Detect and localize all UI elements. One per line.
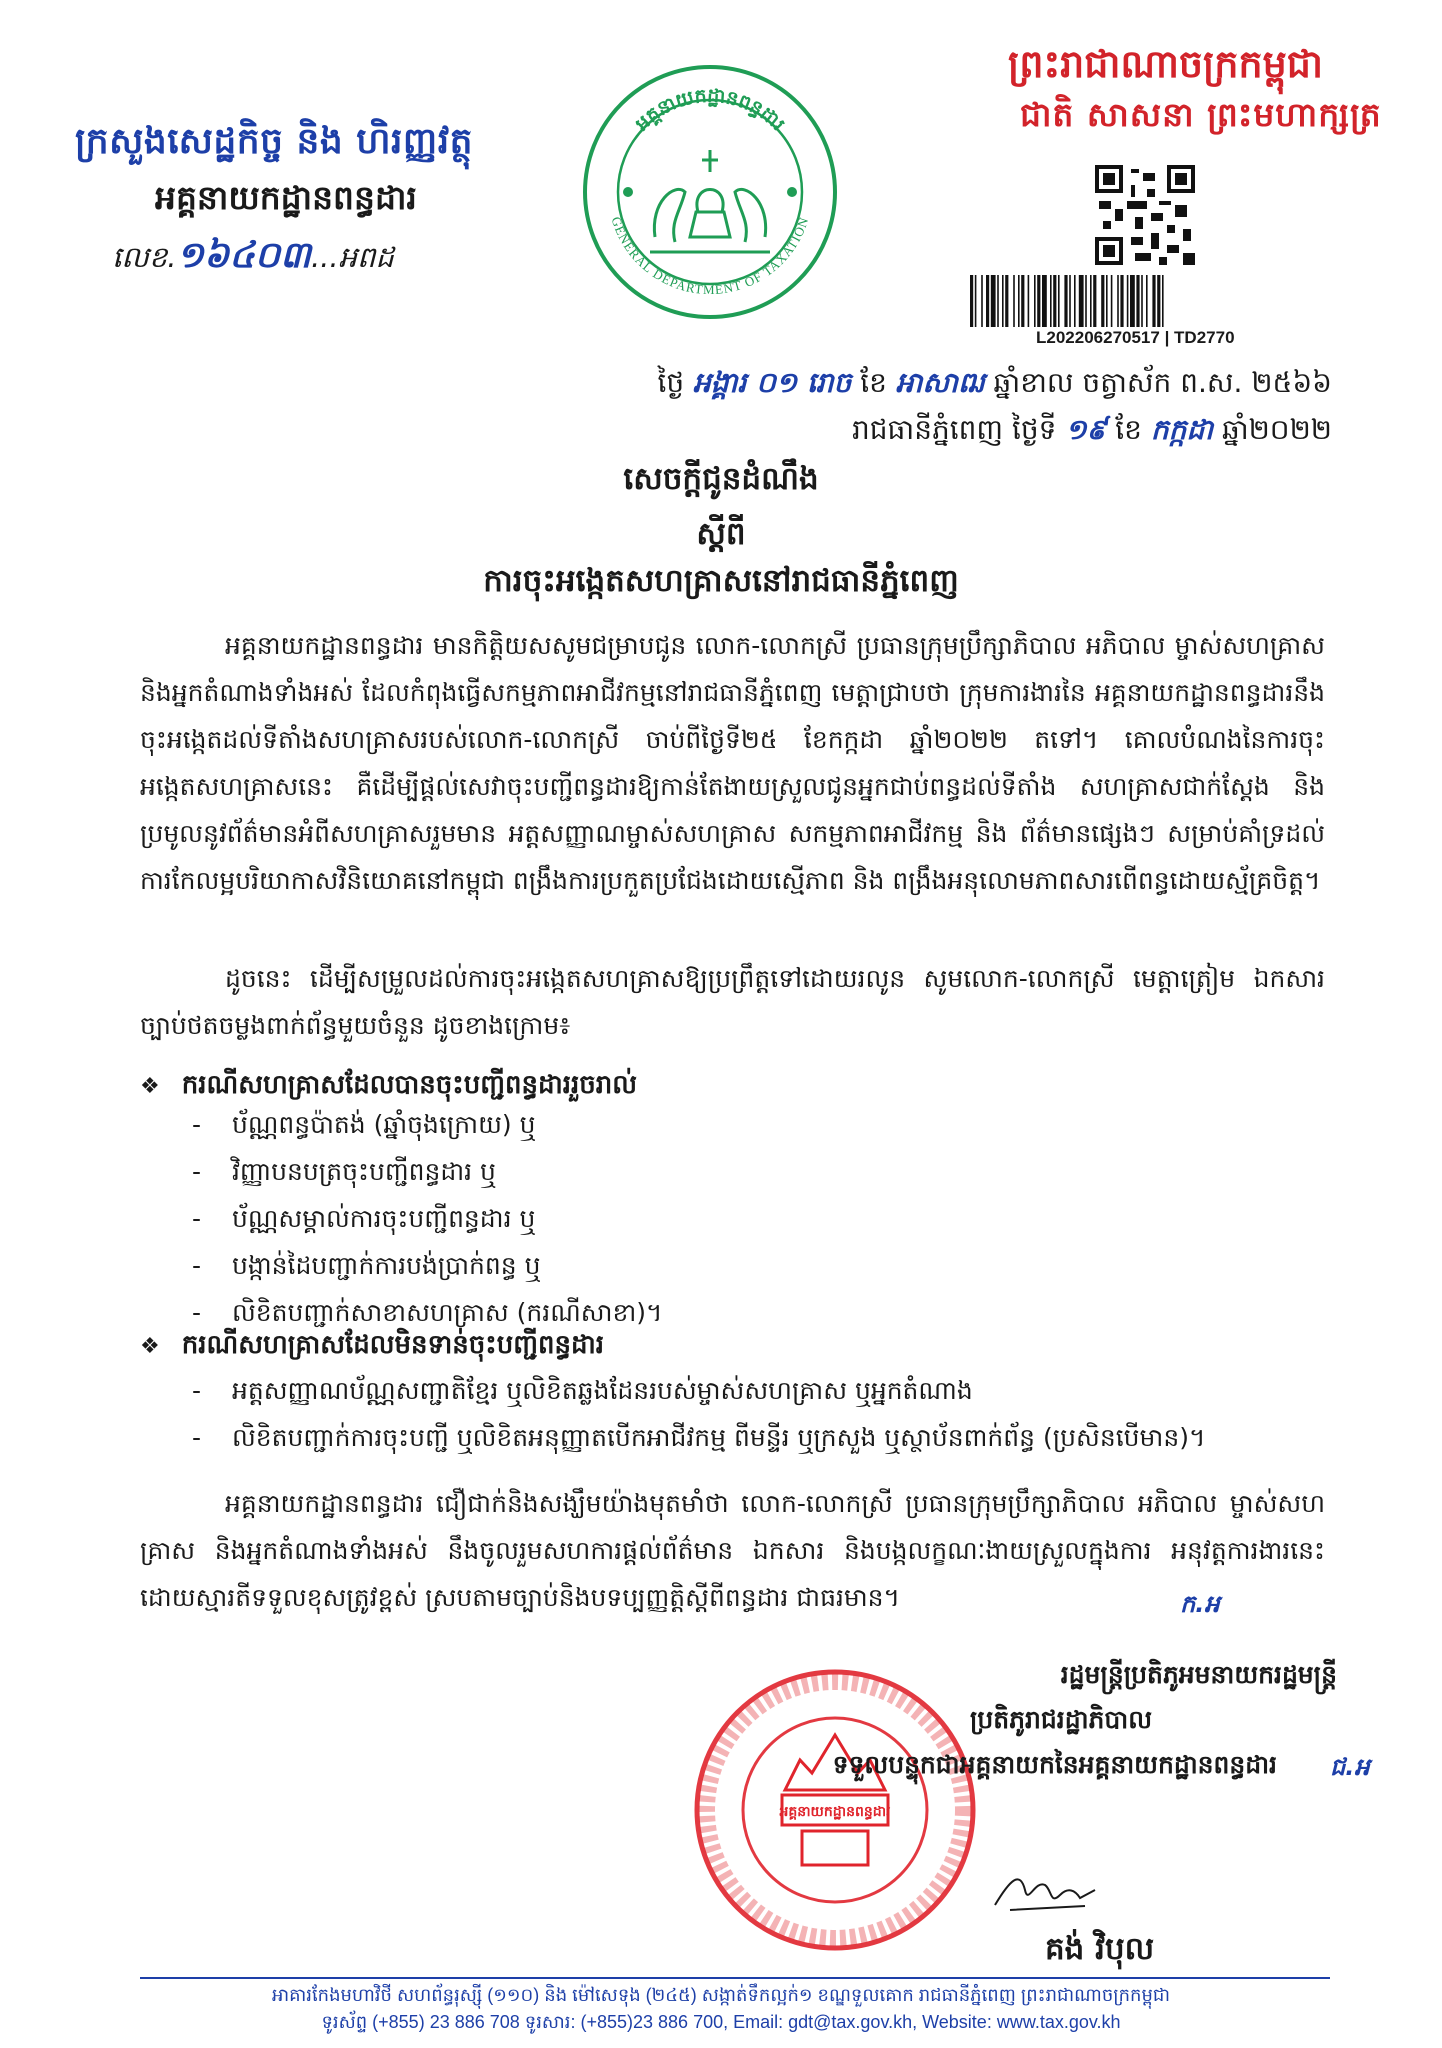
- signatory-title-3: ទទួលបន្ទុកជាអគ្គនាយកនៃអគ្គនាយកដ្ឋានពន្ធដារ: [832, 1750, 1277, 1779]
- diamond-bullet-icon: ❖: [140, 1074, 160, 1099]
- list-item-text: ប័ណ្ណសម្គាល់ការចុះបញ្ជីពន្ធដារ ឬ: [232, 1204, 536, 1233]
- lunar-date: [657, 365, 1332, 406]
- case-heading-text: ករណីសហគ្រាសដែលមិនទាន់ចុះបញ្ជីពន្ធដារ: [181, 1330, 604, 1360]
- footer-divider: [140, 1977, 1330, 1979]
- notice-subject: ការចុះអង្កេតសហគ្រាសនៅរាជធានីភ្នំពេញ: [483, 563, 959, 599]
- day: ១៩: [1065, 413, 1107, 446]
- reference-number: លេខ.១៦៤០៣...អពដ: [112, 235, 394, 276]
- handwritten-signature: [990, 1860, 1100, 1920]
- footer-address: អាគារកែងមហាវិថី សហព័ន្ធរុស្ស៊ី (១១០) និង ម៉ៅសេទុង (២៤៥) សង្កាត់ទឹកល្អក់១ ខណ្ឌទួលគោក រាជធានីភ្នំពេញ ព្រះរាជាណាចក្រកម្ពុជា: [271, 1985, 1171, 2005]
- ministry-name: ក្រសួងសេដ្ឋកិច្ច និង ហិរញ្ញវត្ថុ: [75, 121, 473, 162]
- logo-english-text: GENERAL DEPARTMENT OF TAXATION: [608, 214, 812, 298]
- lunar-month-label: ខែ: [860, 366, 887, 399]
- qr-code: [1095, 165, 1195, 265]
- notice-title: សេចក្តីជូនដំណឹង: [623, 461, 819, 497]
- diamond-bullet-icon: ❖: [140, 1334, 160, 1359]
- handwritten-initial: ក.អ: [1180, 1590, 1220, 1618]
- signatory-title-1: រដ្ឋមន្ត្រីប្រតិភូអមនាយករដ្ឋមន្ត្រី: [1060, 1660, 1337, 1689]
- national-motto: ជាតិ សាសនា ព្រះមហាក្សត្រ: [1020, 95, 1382, 134]
- list-item-text: លិខិតបញ្ជាក់សាខាសហគ្រាស (ករណីសាខា)។: [232, 1298, 663, 1327]
- month: កក្កដា: [1150, 413, 1214, 446]
- city-prefix: រាជធានីភ្នំពេញ ថ្ងៃទី: [851, 413, 1057, 446]
- stamp-text: អគ្គនាយកដ្ឋានពន្ធដារ: [779, 1804, 891, 1820]
- list-item: - បង្កាន់ដៃបញ្ជាក់ការបង់ប្រាក់ពន្ធ ឬ: [192, 1251, 541, 1280]
- gregorian-date: [852, 412, 1332, 453]
- kingdom-name: ព្រះរាជាណាចក្រកម្ពុជា: [1008, 42, 1323, 86]
- gdt-logo: [580, 62, 840, 322]
- lunar-month: អាសាឍ: [895, 366, 985, 399]
- case-heading-registered: [140, 1068, 637, 1106]
- body-paragraph-3: អគ្គនាយកដ្ឋានពន្ធដារ ជឿជាក់និងសង្ឃឹមយ៉ាងមុតមាំថា លោក-លោកស្រី ប្រធានក្រុមប្រឹក្សាភិបាល អភិបាល ម្ចាស់សហគ្រាស និងអ្នកតំណាងទាំងអស់ នឹងចូលរួមសហការផ្តល់ព័ត៌មាន ឯកសារ និងបង្កលក្ខណៈងាយស្រួលក្នុងការ អនុវត្តការងារនេះ ដោយស្មារតីទទួលខុសត្រូវខ្ពស់ ស្របតាមច្បាប់និងបទប្បញ្ញត្តិស្តីពីពន្ធដារ ជាធរមាន។: [140, 1489, 1325, 1612]
- lunar-prefix: ថ្ងៃ: [657, 366, 685, 399]
- lunar-day: អង្គារ ០១ រោច: [693, 366, 852, 399]
- barcode: [970, 275, 1322, 327]
- barcode-number: L202206270517 | TD2770: [1036, 328, 1235, 347]
- department-name: អគ្គនាយកដ្ឋានពន្ធដារ: [155, 178, 417, 217]
- logo-khmer-text: អគ្គនាយកដ្ឋានពន្ធដារ: [631, 84, 790, 136]
- notice-title-about: ស្តីពី: [696, 516, 746, 552]
- ref-prefix: លេខ: [112, 240, 168, 274]
- list-item: - លិខិតបញ្ជាក់សាខាសហគ្រាស (ករណីសាខា)។: [192, 1298, 663, 1327]
- list-item: - អត្តសញ្ញាណប័ណ្ណសញ្ជាតិខ្មែរ ឬលិខិតឆ្លងដែនរបស់ម្ចាស់សហគ្រាស ឬអ្នកតំណាង: [192, 1376, 973, 1405]
- list-item: - វិញ្ញាបនបត្រចុះបញ្ជីពន្ធដារ ឬ: [192, 1157, 496, 1186]
- list-item-text: អត្តសញ្ញាណប័ណ្ណសញ្ជាតិខ្មែរ ឬលិខិតឆ្លងដែនរបស់ម្ចាស់សហគ្រាស ឬអ្នកតំណាង: [232, 1376, 973, 1405]
- signatory-title-2: ប្រតិភូរាជរដ្ឋាភិបាល: [969, 1705, 1152, 1734]
- body-paragraph-1: អគ្គនាយកដ្ឋានពន្ធដារ មានកិត្តិយសសូមជម្រាបជូន លោក-លោកស្រី ប្រធានក្រុមប្រឹក្សាភិបាល អភិបាល ម្ចាស់សហគ្រាស និងអ្នកតំណាងទាំងអស់ ដែលកំពុងធ្វើសកម្មភាពអាជីវកម្មនៅរាជធានីភ្នំពេញ មេត្តាជ្រាបថា ក្រុមការងារនៃ អគ្គនាយកដ្ឋានពន្ធដារនឹងចុះអង្កេតដល់ទីតាំងសហគ្រាសរបស់លោក-លោកស្រី ចាប់ពីថ្ងៃទី២៥ ខែកក្កដា ឆ្នាំ២០២២ តទៅ។ គោលបំណងនៃការចុះអង្កេតសហគ្រាសនេះ គឺដើម្បីផ្តល់សេវាចុះបញ្ជីពន្ធដារឱ្យកាន់តែងាយស្រួលជូនអ្នកជាប់ពន្ធដល់ទីតាំង សហគ្រាសជាក់ស្តែង និងប្រមូលនូវព័ត៌មានអំពីសហគ្រាសរួមមាន អត្តសញ្ញាណម្ចាស់សហគ្រាស សកម្មភាពអាជីវកម្ម និង ព័ត៌មានផ្សេងៗ សម្រាប់គាំទ្រដល់ការកែលម្អបរិយាកាសវិនិយោគនៅកម្ពុជា ពង្រឹងការប្រកួតប្រជែងដោយស្មើភាព និង ពង្រឹងអនុលោមភាពសារពើពន្ធដោយស្ម័គ្រចិត្ត។: [140, 631, 1325, 895]
- list-item: - លិខិតបញ្ជាក់ការចុះបញ្ជី ឬលិខិតអនុញ្ញាតបើកអាជីវកម្ម ពីមន្ទីរ ឬក្រសួង ឬស្ថាប័នពាក់ព័ន្ធ (ប្រសិនបើមាន)។: [192, 1423, 1206, 1452]
- handwritten-initial-2: ជ.អ: [1330, 1753, 1370, 1781]
- list-item-text: វិញ្ញាបនបត្រចុះបញ្ជីពន្ធដារ ឬ: [232, 1157, 496, 1186]
- case-heading-text: ករណីសហគ្រាសដែលបានចុះបញ្ជីពន្ធដាររួចរាល់: [181, 1070, 637, 1100]
- month-label: ខែ: [1115, 413, 1142, 446]
- case-heading-unregistered: [140, 1328, 604, 1366]
- list-item-text: បង្កាន់ដៃបញ្ជាក់ការបង់ប្រាក់ពន្ធ ឬ: [232, 1251, 541, 1280]
- body-paragraph-2: ដូចនេះ ដើម្បីសម្រួលដល់ការចុះអង្កេតសហគ្រាសឱ្យប្រព្រឹត្តទៅដោយរលូន សូមលោក-លោកស្រី មេត្តាត្រៀម ឯកសារច្បាប់ថតចម្លងពាក់ព័ន្ធមួយចំនួន ដូចខាងក្រោម៖: [140, 964, 1325, 1040]
- ref-number: ១៦៤០៣: [176, 235, 311, 276]
- list-item: - ប័ណ្ណសម្គាល់ការចុះបញ្ជីពន្ធដារ ឬ: [192, 1204, 536, 1233]
- year: ឆ្នាំ២០២២: [1221, 413, 1332, 446]
- svg-text:GENERAL DEPARTMENT OF TAXATION: [609, 215, 812, 297]
- ref-suffix: អពដ: [338, 240, 394, 274]
- list-item-text: លិខិតបញ្ជាក់ការចុះបញ្ជី ឬលិខិតអនុញ្ញាតបើកអាជីវកម្ម ពីមន្ទីរ ឬក្រសួង ឬស្ថាប័នពាក់ព័ន្ធ (ប្រសិនបើមាន)។: [232, 1423, 1206, 1452]
- footer-contact: ទូរស័ព្ទ (+855) 23 886 708 ទូរសារ: (+855)23 886 700, Email: gdt@tax.gov.kh, Website: www.tax.gov.kh: [321, 2012, 1121, 2032]
- lunar-suffix: ឆ្នាំខាល ចត្វាស័ក ព.ស. ២៥៦៦: [993, 366, 1332, 399]
- list-item: - ប័ណ្ណពន្ធប៉ាតង់ (ឆ្នាំចុងក្រោយ) ឬ: [192, 1110, 536, 1139]
- list-item-text: ប័ណ្ណពន្ធប៉ាតង់ (ឆ្នាំចុងក្រោយ) ឬ: [232, 1110, 536, 1139]
- official-stamp: [690, 1665, 980, 1955]
- svg-text:អគ្គនាយកដ្ឋានពន្ធដារ: [631, 85, 789, 136]
- signatory-name: គង់ វិបុល: [1045, 1931, 1155, 1967]
